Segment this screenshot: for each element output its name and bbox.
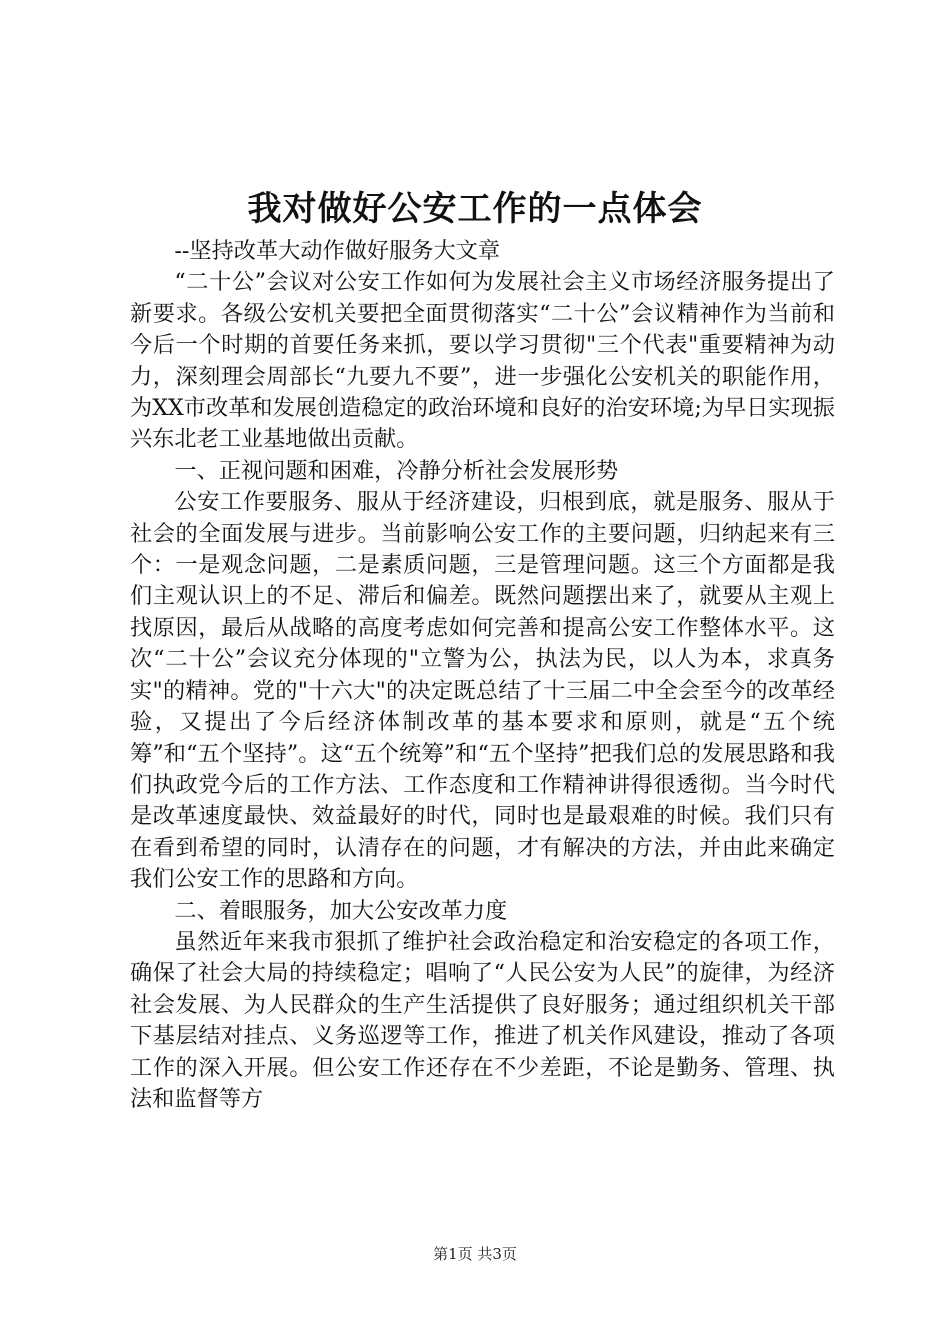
page-footer: 第1页 共3页 [433,1245,517,1263]
intro-paragraph: “二十公”会议对公安工作如何为发展社会主义市场经济服务提出了新要求。各级公安机关要把全面贯彻落实“二十公”会议精神作为当前和今后一个时期的首要任务来抓，要以学习贯彻"三个代表"重要精神为动力，深刻理会周部长“九要九不要”，进一步强化公安机关的职能作用，为XX市改革和发展创造稳定的政治环境和良好的治安环境;为早日实现振兴东北老工业基地做出贡献。 [130,269,835,453]
section-heading-1: 一、正视问题和困难，冷静分析社会发展形势 [174,457,619,484]
subtitle-paragraph: --坚持改革大动作做好服务大文章 [174,238,501,264]
section-2-paragraph: 虽然近年来我市狠抓了维护社会政治稳定和治安稳定的各项工作，确保了社会大局的持续稳定；唱响了“人民公安为人民”的旋律，为经济社会发展、为人民群众的生产生活提供了良好服务；通过组织机关干部下基层结对挂点、义务巡逻等工作，推进了机关作风建设，推动了各项工作的深入开展。但公安工作还存在不少差距，不论是勤务、管理、执法和监督等方 [130,928,835,1112]
section-1-paragraph: 公安工作要服务、服从于经济建设，归根到底，就是服务、服从于社会的全面发展与进步。当前影响公安工作的主要问题，归纳起来有三个：一是观念问题，二是素质问题，三是管理问题。这三个方面都是我们主观认识上的不足、滞后和偏差。既然问题摆出来了，就要从主观上找原因，最后从战略的高度考虑如何完善和提高公安工作整体水平。这次“二十公”会议充分体现的"立警为公，执法为民，以人为本，求真务实"的精神。党的"十六大"的决定既总结了十三届二中全会至今的改革经验，又提出了今后经济体制改革的基本要求和原则，就是“五个统筹”和“五个坚持”。这“五个统筹”和“五个坚持”把我们总的发展思路和我们执政党今后的工作方法、工作态度和工作精神讲得很透彻。当今时代是改革速度最快、效益最好的时代，同时也是最艰难的时候。我们只有在看到希望的同时，认清存在的问题，才有解决的方法，并由此来确定我们公安工作的思路和方向。 [130,489,835,893]
document-body [130,236,835,1115]
section-heading-2: 二、着眼服务，加大公安改革力度 [174,897,508,924]
document-title: 我对做好公安工作的一点体会 [247,189,703,229]
